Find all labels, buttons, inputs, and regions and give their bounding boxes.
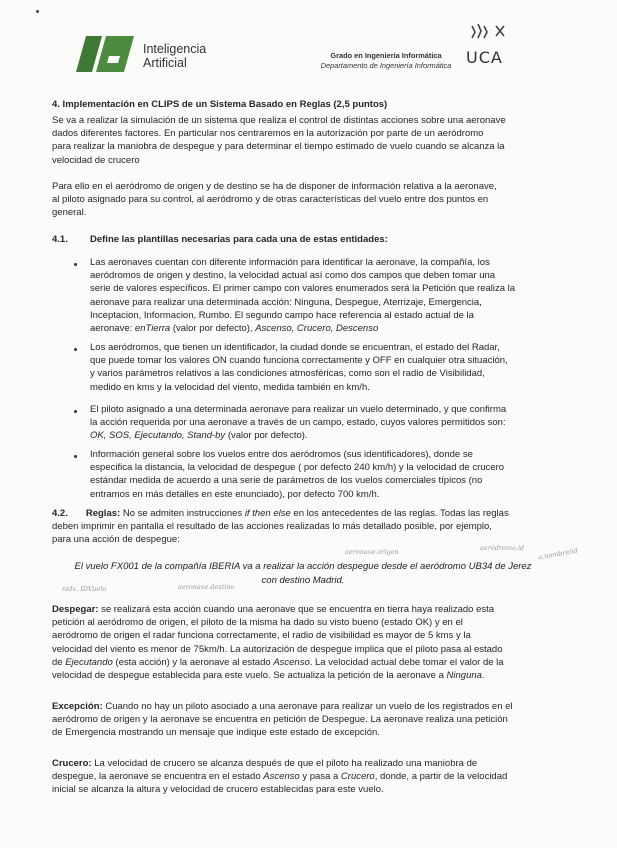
handwritten-note: aeródromo.id — [480, 544, 525, 552]
text-line: deben imprimir en pantalla el resultado de las acciones realizadas lo más detallado posible, por ejemplo, — [52, 521, 492, 533]
state-value: Crucero — [340, 771, 375, 783]
text-line: velocidad del viento es menor de 75km/h. La autorización de despegue implica que el piloto pasa al estado — [52, 643, 503, 655]
rule-despegar — [52, 603, 572, 682]
bullet-dot — [74, 455, 77, 458]
text-line: inicial se alcanza la altura y velocidad de crucero establecidas para este vuelo. — [52, 784, 384, 796]
section-4-paragraph-1 — [52, 114, 506, 167]
text-run: Cuando no hay un piloto asociado a una aeronave para realizar un vuelo de los registrados en el — [102, 701, 513, 712]
text-run: (valor por defecto), — [170, 323, 256, 335]
text-line: serie de valores específicos. El primer campo con valores enumerados será la Petición que realiza la — [90, 283, 516, 295]
text-line — [52, 507, 572, 520]
ia-logo-icon — [76, 36, 134, 72]
section-4-2-number: 4.2. — [52, 508, 68, 519]
text-line: para una acción de despegue: — [52, 534, 180, 546]
text-line: dados diferentes factores. En particular nos centraremos en la autorización por parte de un aeródromo — [52, 128, 484, 140]
handwritten-note: a.nombre/id — [537, 546, 579, 562]
text-run: . La velocidad actual debe tomar el valor de la — [309, 656, 504, 668]
text-line: de Emergencia mostrando un mensaje que indique este estado de excepción. — [52, 727, 380, 739]
text-line: la acción requerida por una aeronave a través de un campo, estado, cuyos valores permitidos son: — [90, 417, 506, 429]
bullet-dot — [74, 263, 77, 266]
text-run: La velocidad de crucero se alcanza después de que el piloto ha realizado una maniobra de — [91, 758, 478, 769]
example-line: El vuelo FX001 de la compañía IBERIA va a realizar la acción despegue desde el aeródromo UB34 de Jerez — [74, 561, 532, 572]
text-line: que puede tomar los valores ON cuando funciona correctamente y OFF en cualquier otra situación, — [90, 355, 508, 367]
section-4-paragraph-2 — [52, 180, 497, 220]
text-line: Los aeródromos, que tienen un identificador, la ciudad donde se encuentran, el estado del Radar, — [90, 342, 500, 353]
text-line — [52, 669, 572, 682]
bullet-aerodromos — [90, 341, 570, 394]
text-line: y varios parámetros relativos a las condiciones atmosféricas, como son el radio de Visibilidad, — [90, 368, 485, 380]
bullet-aeronaves — [90, 256, 570, 335]
state-value: Ejecutando — [65, 656, 113, 668]
text-line — [52, 770, 572, 783]
state-value: Ninguna — [446, 670, 482, 682]
text-line: Información general sobre los vuelos entre dos aeródromos (sus identificadores), donde se — [90, 449, 473, 460]
text-run: aeronave: — [90, 323, 135, 335]
text-run: (esta acción) y la aeronave al estado — [112, 656, 274, 668]
section-4-title: 4. Implementación en CLIPS de un Sistema Basado en Reglas (2,5 puntos) — [52, 99, 388, 110]
scan-speck — [36, 10, 39, 13]
bullet-dot — [74, 348, 77, 351]
rule-crucero — [52, 757, 572, 797]
code-term: if then else — [244, 508, 291, 519]
text-run: . — [481, 670, 485, 682]
text-line: aeródromo de origen el radar funciona correctamente, el radio de visibilidad es mayor de 5 kms y la — [52, 630, 471, 642]
text-run: y pasa a — [299, 771, 341, 783]
text-line: especifica la distancia, la velocidad de despegue ( por defecto 240 km/h) y la velocidad de crucero — [90, 462, 505, 474]
text-run: despegue, la aeronave se encuentra en el estado — [52, 771, 264, 783]
section-4-1-number: 4.1. — [52, 234, 68, 245]
text-line: velocidad de crucero — [52, 154, 140, 166]
text-line: Se va a realizar la simulación de un sistema que realiza el control de distintas acciones sobre una aeronave — [52, 115, 506, 126]
handwritten-note: aeronave.destino — [178, 583, 235, 591]
uca-logo-text: UCA — [466, 48, 503, 67]
text-line: aeronave para realizar una determinada acción: Ninguna, Despegue, Aterrizaje, Emergencia, — [90, 296, 482, 308]
text-line: Para ello en el aeródromo de origen y de destino se ha de disponer de información relativa a la aeronave, — [52, 181, 497, 192]
example-line: con destino Madrid. — [261, 574, 345, 586]
section-4-1-title: Define las plantillas necesarias para cada una de estas entidades: — [90, 234, 388, 245]
text-line: El piloto asignado a una determinada aeronave para realizar un vuelo determinado, y que confirma — [90, 404, 507, 415]
text-line — [52, 603, 572, 616]
header-center — [286, 51, 486, 71]
text-line: Las aeronaves cuentan con diferente información para identificar la aeronave, la compañía, los — [90, 257, 490, 268]
department-name: Departamento de Ingeniería Informática — [320, 61, 452, 70]
text-run: en los antecedentes de las reglas. Todas las reglas — [290, 508, 509, 519]
enum-values: Ascenso, Crucero, Descenso — [255, 323, 379, 335]
text-line: al piloto asignado para su control, al aeródromo y de otras características del vuelo entre dos puntos en — [52, 194, 489, 206]
crucero-label: Crucero: — [52, 758, 92, 769]
bullet-vuelos — [90, 448, 570, 501]
despegar-label: Despegar: — [52, 604, 99, 615]
enum-values: OK, SOS, Ejecutando, Stand-by — [90, 430, 226, 442]
text-line — [90, 429, 570, 442]
logo-line-1: Inteligencia — [143, 42, 207, 56]
text-line: medido en kms y la velocidad del viento, medida también en km/h. — [90, 381, 370, 393]
logo-line-2: Artificial — [143, 56, 187, 70]
text-line — [52, 757, 572, 770]
state-value: Ascenso — [273, 656, 310, 668]
text-line — [52, 656, 572, 669]
section-4-2 — [52, 507, 572, 547]
text-line — [90, 322, 570, 335]
reglas-label: Reglas: — [85, 508, 121, 519]
text-line: entramos en más detalles en este enunciado), por defecto 700 km/h. — [90, 488, 380, 500]
text-run: (valor por defecto). — [225, 430, 308, 442]
bullet-piloto — [90, 403, 570, 443]
text-run: , donde, a partir de la velocidad — [374, 771, 508, 783]
text-line: petición al aeródromo de origen, el piloto de la misma ha dado su visto bueno (estado OK) y en el — [52, 617, 463, 629]
text-run: No se admiten instrucciones — [120, 508, 245, 519]
text-line: Inceptacion, Informacion, Rumbo. El segundo campo hace referencia al estado actual de la — [90, 309, 474, 321]
text-line: para realizar la maniobra de despegue y para determinar el tiempo estimado de vuelo cuando se alcanza la — [52, 141, 505, 153]
state-value: Ascenso — [263, 771, 300, 783]
bullet-dot — [74, 410, 77, 413]
text-run: se realizará esta acción cuando una aeronave que se encuentra en tierra haya realizado esta — [98, 604, 495, 615]
rule-excepcion — [52, 700, 572, 740]
enum-value: enTierra — [134, 323, 171, 335]
text-run: velocidad de despegue establecida para este vuelo. Se actualiza la petición de la aeronave a — [52, 670, 447, 682]
text-run: de — [52, 656, 66, 668]
handwritten-note: nidx. IDVuelo — [62, 585, 107, 593]
text-line: general. — [52, 207, 87, 219]
handwritten-note: aeronave.origen — [345, 548, 399, 556]
excepcion-label: Excepción: — [52, 701, 103, 712]
text-line: estándar medida de acuerdo a una serie de parámetros de los vuelos comerciales típicos (no — [90, 475, 483, 487]
logo-text — [143, 42, 206, 70]
example-message — [33, 560, 573, 587]
text-line — [52, 700, 572, 713]
text-line: aeródromos de origen y destino, la velocidad actual así como dos campos que deben tomar una — [90, 270, 496, 282]
degree-title: Grado en Ingeniería Informática — [330, 51, 442, 60]
text-line: aeródromo de origen y la aeronave se encuentra en petición de Despegue. La aeronave realiza una petición — [52, 714, 508, 726]
